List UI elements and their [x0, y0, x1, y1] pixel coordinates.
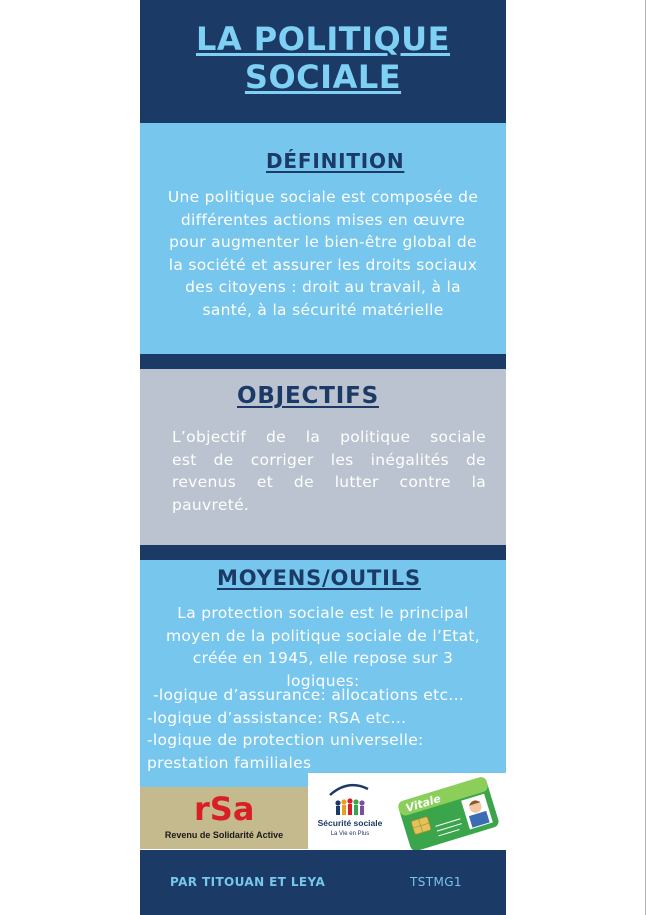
moyens-list — [147, 684, 502, 774]
definition-line: santé, à la sécurité matérielle — [202, 300, 444, 319]
securite-sociale-logo — [318, 785, 383, 837]
moyens-list-item: -logique d’assurance: allocations etc... — [153, 686, 465, 704]
logos-panel — [308, 773, 506, 850]
definition-line: la société et assurer les droits sociaux — [168, 255, 478, 274]
divider-band — [140, 545, 506, 560]
definition-line: Une politique sociale est composée de — [167, 188, 479, 206]
moyens-heading: MOYENS/OUTILS — [217, 566, 421, 590]
objectifs-line: revenus et de lutter contre la — [172, 473, 486, 491]
moyens-section — [140, 560, 506, 787]
poster-title-line-1: LA POLITIQUE — [195, 20, 451, 58]
vitale-label: Vitale — [404, 791, 443, 815]
title-section — [140, 0, 506, 123]
rsa-logo — [140, 787, 308, 849]
logos-graphic — [308, 773, 506, 850]
objectifs-section — [140, 369, 506, 545]
moyens-line: créée en 1945, elle repose sur 3 — [192, 649, 454, 667]
secu-tagline: La Vie en Plus — [330, 831, 370, 837]
objectifs-line: L’objectif de la politique sociale — [172, 428, 486, 446]
moyens-intro — [140, 602, 506, 692]
poster — [140, 0, 506, 915]
vitale-card-icon — [397, 776, 500, 850]
definition-text — [140, 186, 506, 321]
footer-class: TSTMG1 — [410, 875, 462, 889]
secu-name: Sécurité sociale — [317, 818, 383, 828]
rsa-tagline: Revenu de Solidarité Active — [164, 830, 284, 840]
rsa-wordmark: rSa — [194, 790, 255, 828]
definition-section — [140, 123, 506, 354]
moyens-list-item: prestation familiales — [147, 753, 312, 772]
objectifs-heading: OBJECTIFS — [237, 383, 379, 409]
definition-heading: DÉFINITION — [266, 149, 405, 173]
objectifs-line: pauvreté. — [172, 495, 250, 514]
definition-line: pour augmenter le bien-être global de — [169, 233, 477, 251]
moyens-list-item: -logique d’assistance: RSA etc... — [147, 708, 407, 727]
moyens-list-item: -logique de protection universelle: — [147, 731, 424, 749]
moyens-line: logiques: — [286, 671, 360, 690]
footer — [140, 850, 506, 915]
definition-line: différentes actions mises en œuvre — [180, 210, 466, 229]
moyens-line: moyen de la politique sociale de l’Etat, — [165, 626, 481, 645]
objectifs-line: est de corriger les inégalités de — [172, 450, 486, 469]
poster-title-line-2: SOCIALE — [244, 58, 402, 96]
divider-band — [140, 354, 506, 369]
objectifs-text — [172, 426, 486, 516]
moyens-line: La protection sociale est le principal — [177, 604, 469, 622]
definition-line: des citoyens : droit au travail, à la — [185, 278, 461, 296]
footer-authors: PAR TITOUAN ET LEYA — [170, 875, 326, 889]
